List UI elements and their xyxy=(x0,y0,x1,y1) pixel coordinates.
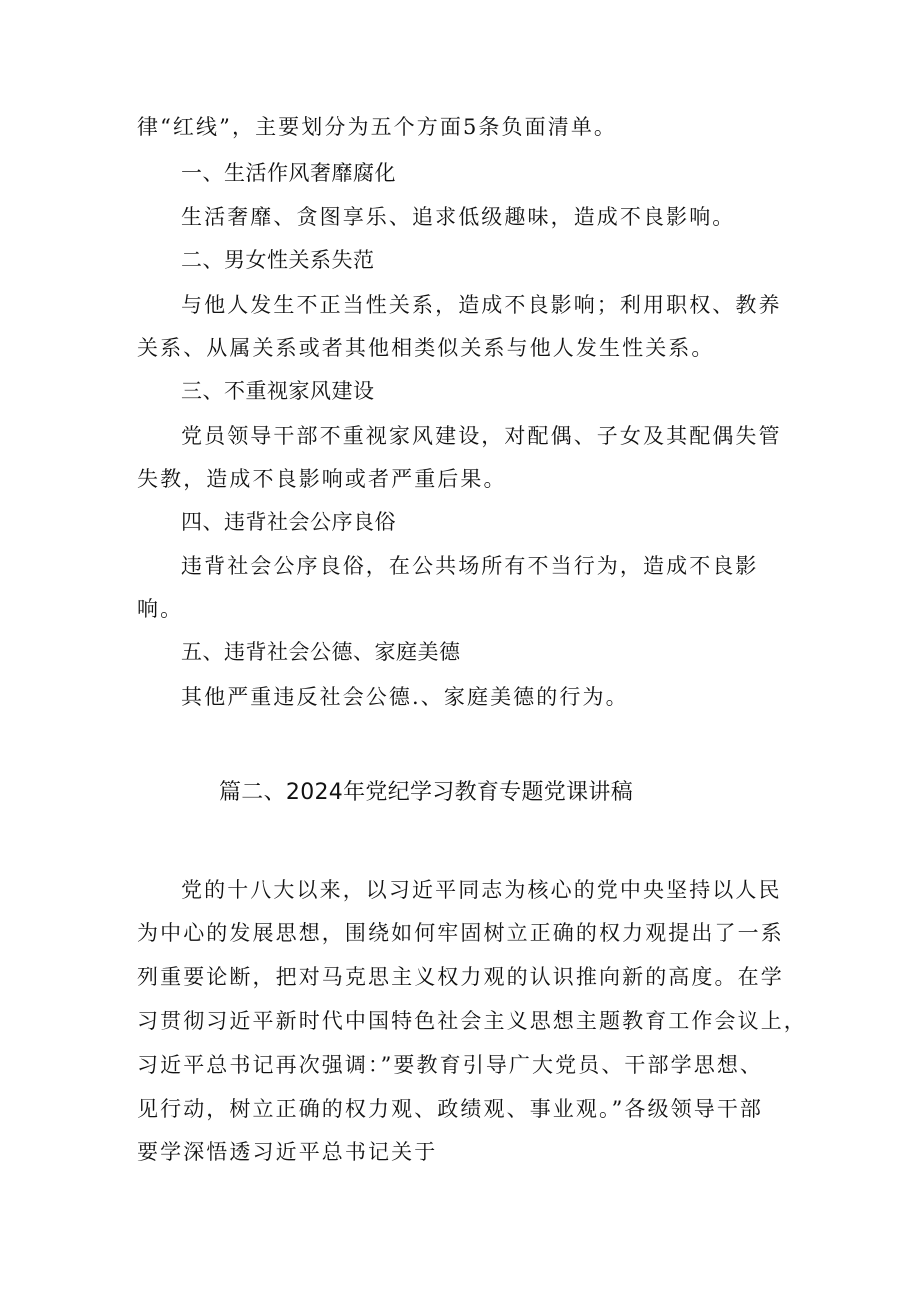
paragraph-line-7: 要学深悟透习近平总书记关于 xyxy=(137,1140,438,1164)
paragraph-line-4: 习贯彻习近平新时代中国特色社会主义思想主题教育工作会议上， xyxy=(137,1009,807,1033)
section-body-5-line-1: 其他严重违反社会公德.、家庭美德的行为。 xyxy=(181,685,629,709)
section-heading-3: 三、不重视家风建设 xyxy=(181,379,375,403)
section-body-3-line-2: 失教，造成不良影响或者严重后果。 xyxy=(137,467,507,491)
intro-line: 律“红线”，主要划分为五个方面5条负面清单。 xyxy=(137,115,618,139)
paragraph-line-1: 党的十八大以来，以习近平同志为核心的党中央坚持以人民 xyxy=(181,878,782,902)
section-body-4-line-2: 响。 xyxy=(137,597,184,621)
paragraph-line-2: 为中心的发展思想，围绕如何牢固树立正确的权力观提出了一系 xyxy=(137,921,784,945)
section-body-2-line-2: 关系、从属关系或者其他相类似关系与他人发生性关系。 xyxy=(137,336,715,360)
paragraph-line-6: 见行动，树立正确的权力观、政绩观、事业观。”各级领导干部 xyxy=(137,1097,764,1121)
paragraph-line-3: 列重要论断，把对马克思主义权力观的认识推向新的高度。在学 xyxy=(137,965,784,989)
section-heading-5: 五、违背社会公德、家庭美德 xyxy=(181,640,461,664)
section-heading-2: 二、男女性关系失范 xyxy=(181,248,375,272)
section-body-4-line-1: 违背社会公序良俗，在公共场所有不当行为，造成不良影 xyxy=(181,554,759,578)
section-body-2-line-1: 与他人发生不正当性关系，造成不良影响；利用职权、教养 xyxy=(181,293,782,317)
document-title: 篇二、2024年党纪学习教育专题党课讲稿 xyxy=(219,780,633,805)
section-body-1-line-1: 生活奢靡、贪图享乐、追求低级趣味，造成不良影响。 xyxy=(181,205,736,229)
paragraph-line-5: 习近平总书记再次强调：”要教育引导广大党员、干部学思想、 xyxy=(137,1053,764,1077)
section-heading-1: 一、生活作风奢靡腐化 xyxy=(181,161,396,185)
section-body-3-line-1: 党员领导干部不重视家风建设，对配偶、子女及其配偶失管 xyxy=(181,424,782,448)
section-heading-4: 四、违背社会公序良俗 xyxy=(181,510,396,534)
